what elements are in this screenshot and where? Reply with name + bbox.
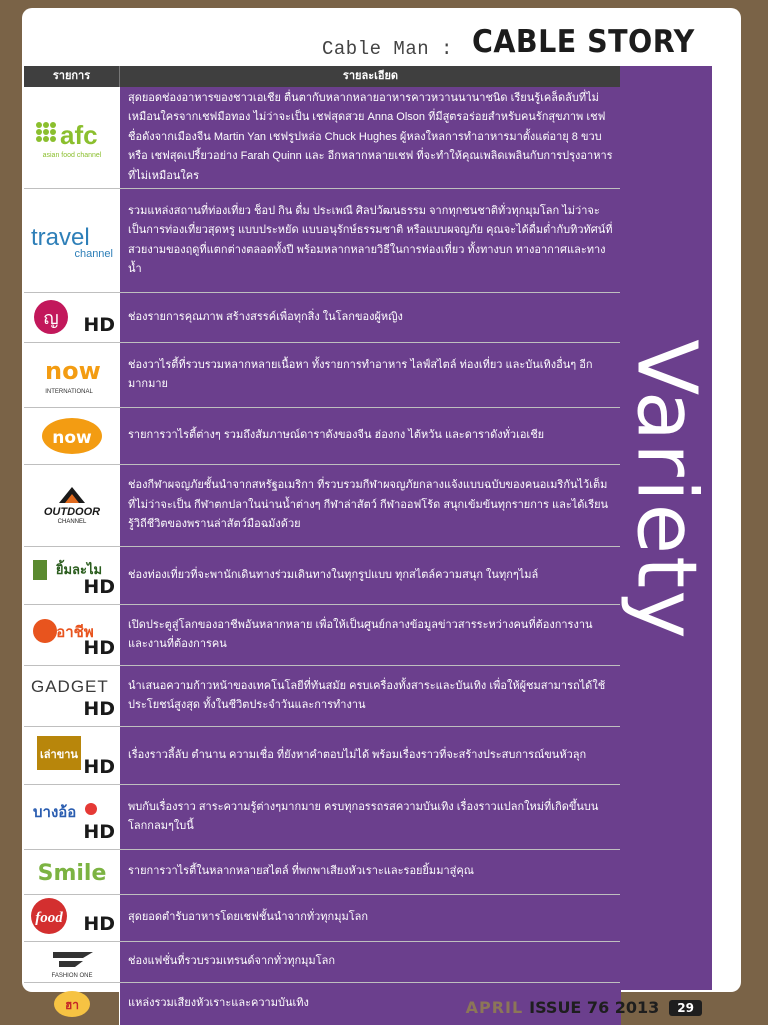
bang-or-logo <box>24 785 119 849</box>
svg-text:FASHION ONE: FASHION ONE <box>50 973 93 979</box>
table-row <box>24 850 621 895</box>
women-channel-logo <box>24 293 119 342</box>
svg-text:afc: afc <box>59 119 98 150</box>
svg-text:travel: travel <box>30 223 90 251</box>
svg-text:INTERNATIONAL: INTERNATIONAL <box>44 389 93 395</box>
table-row <box>24 547 621 605</box>
table-row <box>24 408 621 465</box>
svg-text:now: now <box>44 357 101 385</box>
table-row <box>24 605 621 666</box>
hd-badge: HD <box>83 913 115 935</box>
travel-channel-logo <box>24 189 119 292</box>
afc-logo <box>24 87 119 188</box>
row-description: สุดยอดตำรับอาหารโดยเชฟชั้นนำจากทั่วทุกมุมโลก <box>119 895 621 941</box>
legend-logo <box>24 727 119 784</box>
row-description: รวมแหล่งสถานที่ท่องเที่ยว ช็อป กิน ดื่ม ประเพณี ศิลปวัฒนธรรม จากทุกชนชาติทั่วทุกมุมโลก ไม่ว่าจะเป็นการท่องเที่ยวสุดหรู แบบประหยัด แบบอนุรักษ์ธรรมชาติ หรือแบบผจญภัย คุณจะได้ดื่มด่ำกับทิวทัศน์ที่สวยงามของฤดูที่แตกต่างตลอดทั้งปี พร้อมหลากหลายวิธีในการท่องเที่ยว ทั้งทางบก ทางอากาศและทางน้ำ <box>119 189 621 292</box>
row-description: รายการวาไรตี้ในหลากหลายสไตล์ ที่พกพาเสียงหัวเราะและรอยยิ้มมาสู่คุณ <box>119 850 621 894</box>
svg-text:now: now <box>51 428 92 448</box>
food-network-logo <box>24 895 119 941</box>
smile-logo <box>24 850 119 894</box>
svg-text:food: food <box>34 910 63 926</box>
row-description: สุดยอดช่องอาหารของชาวเอเชีย ตื่นตากับหลากหลายอาหารคาวหวานนานาชนิด เรียนรู้เคล็ดลับที่ไม่เหมือนใครจากเชฟมือทอง ไม่ว่าจะเป็น เชฟสุดสวย Anna Olson ที่มีสูตรอร่อยสำหรับคนรักสุขภาพ เชฟชื่อดังจากเมืองจีน Martin Yan เชฟรูปหล่อ Chuck Hughes ผู้หลงใหลการทำอาหารมาตั้งแต่อายุ 8 ขวบ หรือ เชฟสุดเปรี้ยวอย่าง Farah Quinn และ อีกหลากหลายเชฟ ที่จะทำให้คุณเพลิดเพลินกับการปรุงอาหารที่ไม่เหมือนใคร <box>119 87 621 188</box>
hd-badge: HD <box>83 698 115 720</box>
footer-month: APRIL <box>465 998 524 1017</box>
svg-text:อาชีพ: อาชีพ <box>55 623 94 641</box>
job-channel-logo <box>24 605 119 665</box>
svg-text:GADGET: GADGET <box>30 677 109 696</box>
svg-text:channel: channel <box>73 247 113 260</box>
fashion-one-logo <box>24 942 119 982</box>
table-header <box>24 66 621 87</box>
table-row <box>24 87 621 189</box>
header-subtitle: Cable Man : <box>322 38 453 60</box>
svg-text:Smile: Smile <box>37 861 106 886</box>
table-row <box>24 785 621 850</box>
hd-badge: HD <box>83 314 115 336</box>
page-number: 29 <box>669 1000 702 1016</box>
table-row <box>24 666 621 727</box>
row-description: นำเสนอความก้าวหน้าของเทคโนโลยีที่ทันสมัย ครบเครื่องทั้งสาระและบันเทิง เพื่อให้ผู้ชมสามารถได้ใช้ประโยชน์สูงสุด ทั้งในชีวิตประจำวันและการทำงาน <box>119 666 621 726</box>
page-footer <box>466 998 702 1017</box>
svg-text:บางอ้อ: บางอ้อ <box>32 803 76 821</box>
col-detail: รายละเอียด <box>342 70 399 82</box>
table-row <box>24 189 621 293</box>
outdoor-channel-logo <box>24 465 119 546</box>
comedy-logo <box>24 983 119 1025</box>
table-row <box>24 727 621 785</box>
svg-text:CHANNEL: CHANNEL <box>57 518 86 525</box>
row-description: รายการวาไรตี้ต่างๆ รวมถึงสัมภาษณ์ดาราดังของจีน ฮ่องกง ไต้หวัน และดาราดังทั่วเอเชีย <box>119 408 621 464</box>
row-description: พบกับเรื่องราว สาระความรู้ต่างๆมากมาย ครบทุกอรรถรสความบันเทิง เรื่องราวแปลกใหม่ที่เกิดขึ้นบนโลกกลมๆใบนี้ <box>119 785 621 849</box>
table-row <box>24 942 621 983</box>
svg-text:ยิ้มละไม: ยิ้มละไม <box>55 562 102 578</box>
row-description: ช่องแฟชั่นที่รวบรวมเทรนด์จากทั่วทุกมุมโลก <box>119 942 621 982</box>
svg-text:ฮา: ฮา <box>64 998 79 1012</box>
gadget-logo <box>24 666 119 726</box>
row-description: เรื่องราวลี้ลับ ตำนาน ความเชื่อ ที่ยังหาคำตอบไม่ได้ พร้อมเรื่องราวที่จะสร้างประสบการณ์ขนหัวลุก <box>119 727 621 784</box>
svg-text:ญ: ญ <box>42 307 59 329</box>
hd-badge: HD <box>83 637 115 659</box>
table-row <box>24 343 621 408</box>
hd-badge: HD <box>83 576 115 598</box>
row-description: เปิดประตูสู่โลกของอาชีพอันหลากหลาย เพื่อให้เป็นศูนย์กลางข้อมูลข่าวสารระหว่างคนที่ต้องการงาน และงานที่ต้องการคน <box>119 605 621 665</box>
footer-issue: ISSUE 76 2013 <box>529 998 660 1017</box>
row-description: ช่องท่องเที่ยวที่จะพานักเดินทางร่วมเดินทางในทุกรูปแบบ ทุกสไตล์ความสนุก ในทุกๆไมล์ <box>119 547 621 604</box>
table-row <box>24 293 621 343</box>
svg-text:เล่าขาน: เล่าขาน <box>39 747 78 761</box>
row-description: ช่องวาไรตี้ที่รวบรวมหลากหลายเนื้อหา ทั้งรายการทำอาหาร ไลฟ์สไตล์ ท่องเที่ยว และบันเทิงอื่นๆ อีกมากมาย <box>119 343 621 407</box>
row-description: แหล่งรวมเสียงหัวเราะและความบันเทิง <box>119 983 621 1025</box>
col-program: รายการ <box>24 66 120 87</box>
channel-table <box>24 87 621 1025</box>
row-description: ช่องกีฬาผจญภัยชั้นนำจากสหรัฐอเมริกา ที่รวบรวมกีฬาผจญภัยกลางแจ้งแบบฉบับของคนอเมริกันไว้เต็มที่ไม่ว่าจะเป็น กีฬาตกปลาในน่านน้ำต่างๆ กีฬาล่าสัตว์ กีฬาออฟโร้ด สนุกเข้มข้นทุกรายการ และได้เรียนรู้วิถีชีวิตของพรานล่าสัตว์มือฉมังด้วย <box>119 465 621 546</box>
header-title: CABLE STORY <box>472 24 695 60</box>
svg-text:asian food channel: asian food channel <box>42 151 101 159</box>
svg-text:OUTDOOR: OUTDOOR <box>43 505 100 518</box>
now-international-logo <box>24 343 119 407</box>
travel-thai-logo <box>24 547 119 604</box>
table-row <box>24 895 621 942</box>
table-row <box>24 465 621 547</box>
section-label: Variety <box>618 339 714 641</box>
row-description: ช่องรายการคุณภาพ สร้างสรรค์เพื่อทุกสิ่ง ในโลกของผู้หญิง <box>119 293 621 342</box>
hd-badge: HD <box>83 821 115 843</box>
hd-badge: HD <box>83 756 115 778</box>
now-logo <box>24 408 119 464</box>
